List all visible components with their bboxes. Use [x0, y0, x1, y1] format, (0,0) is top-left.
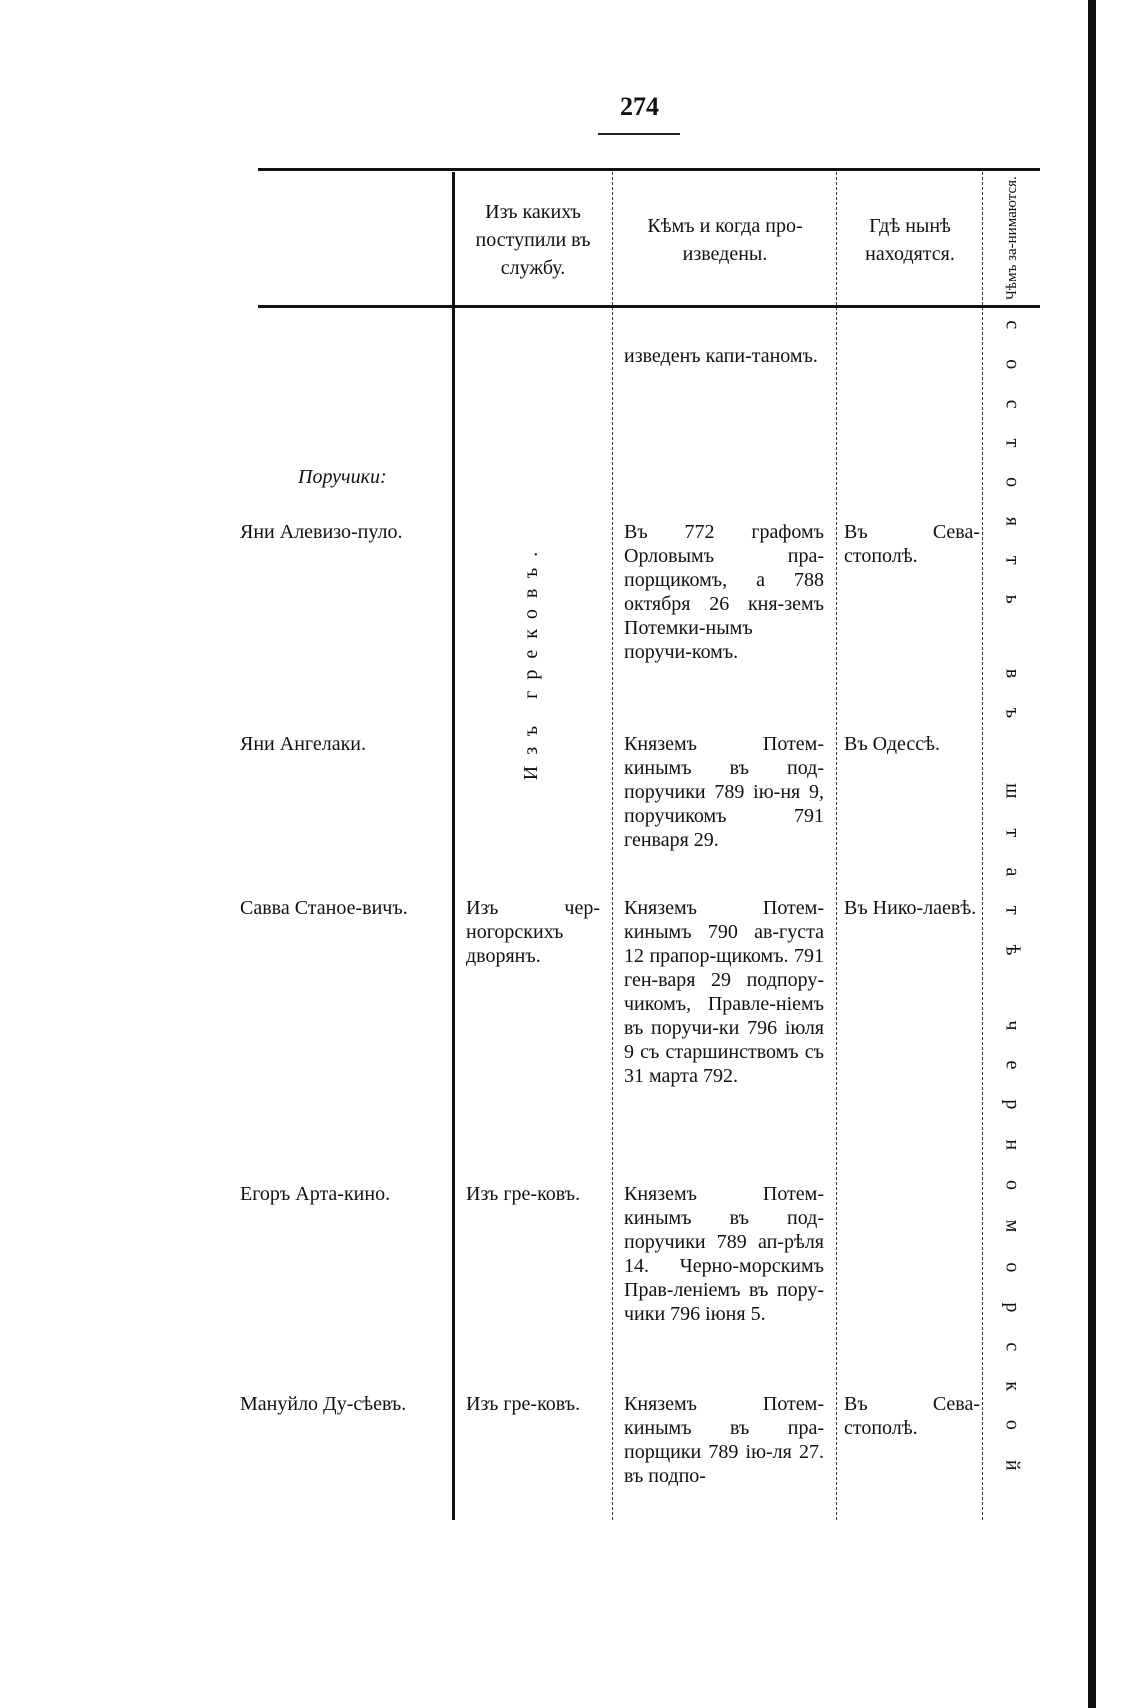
row-2-location: Въ Одессѣ.	[844, 733, 941, 755]
row-5-promotion: Княземъ Потем-кинымъ въ пра-порщики 789 ію-ля 27. въ подпо-	[624, 1393, 824, 1487]
row-3-origin: Изъ чер-ногорскихъ дворянъ.	[466, 897, 600, 967]
row-1-name: Яни Алевизо-пуло.	[240, 521, 403, 543]
row-1-promotion: Въ 772 графомъ Орловымъ пра-порщикомъ, а 788 октября 26 кня-земъ Потемки-нымъ поручи-комъ.	[624, 521, 824, 663]
merged-origin: Изъ грековъ.	[520, 540, 543, 780]
row-2-name: Яни Ангелаки.	[240, 733, 366, 755]
section-title: Поручики:	[298, 466, 387, 488]
row-4-origin: Изъ гре-ковъ.	[466, 1183, 581, 1205]
merged-origin-wrap	[456, 515, 608, 805]
header-occupation: Чѣмъ за-нимаются.	[1004, 176, 1021, 300]
row-4-name: Егоръ Арта-кино.	[240, 1183, 391, 1205]
row-5-location: Въ Сева-стополѣ.	[844, 1393, 980, 1439]
row-5-name: Мануйло Ду-сѣевъ.	[240, 1393, 407, 1415]
row-3-location: Въ Нико-лаевѣ.	[844, 897, 977, 919]
header-occupation-wrap	[986, 172, 1038, 304]
row-5-origin: Изъ гре-ковъ.	[466, 1393, 581, 1415]
vertical-note: состоять въ штатѣ черноморской	[1001, 319, 1024, 1501]
row-3-name: Савва Станое-вичъ.	[240, 897, 408, 919]
header-bottom-rule	[258, 305, 1040, 308]
row-1-location: Въ Сева-стополѣ.	[844, 521, 980, 567]
origin-column-divider	[612, 172, 613, 1520]
page-number-rule	[598, 133, 680, 135]
page-number: 274	[620, 92, 659, 121]
row-3-promotion: Княземъ Потем-кинымъ 790 ав-густа 12 прапор-щикомъ. 791 ген-варя 29 подпору-чикомъ, Правле-ніемъ въ поручи-ки 796 іюля 9 съ старшинствомъ съ 31 марта 792.	[624, 897, 824, 1087]
location-column-divider	[982, 172, 983, 1520]
promotion-column-divider	[836, 172, 837, 1520]
continuation-text: изведенъ капи-таномъ.	[624, 345, 818, 367]
row-2-promotion: Княземъ Потем-кинымъ въ под-поручики 789 ію-ня 9, поручикомъ 791 генваря 29.	[624, 733, 824, 851]
name-column-divider	[452, 172, 455, 1520]
header-location: Гдѣ нынѣ находятся.	[865, 215, 955, 265]
header-origin: Изъ какихъ поступили въ службу.	[475, 201, 591, 279]
row-4-promotion: Княземъ Потем-кинымъ въ под-поручики 789 ап-рѣля 14. Черно-морскимъ Прав-леніемъ въ пору-чики 796 іюня 5.	[624, 1183, 824, 1325]
page-edge-shadow	[1088, 0, 1096, 1708]
table-top-rule	[258, 168, 1040, 171]
header-promotion: Кѣмъ и когда про-изведены.	[647, 215, 803, 265]
vertical-note-wrap	[986, 319, 1038, 1501]
